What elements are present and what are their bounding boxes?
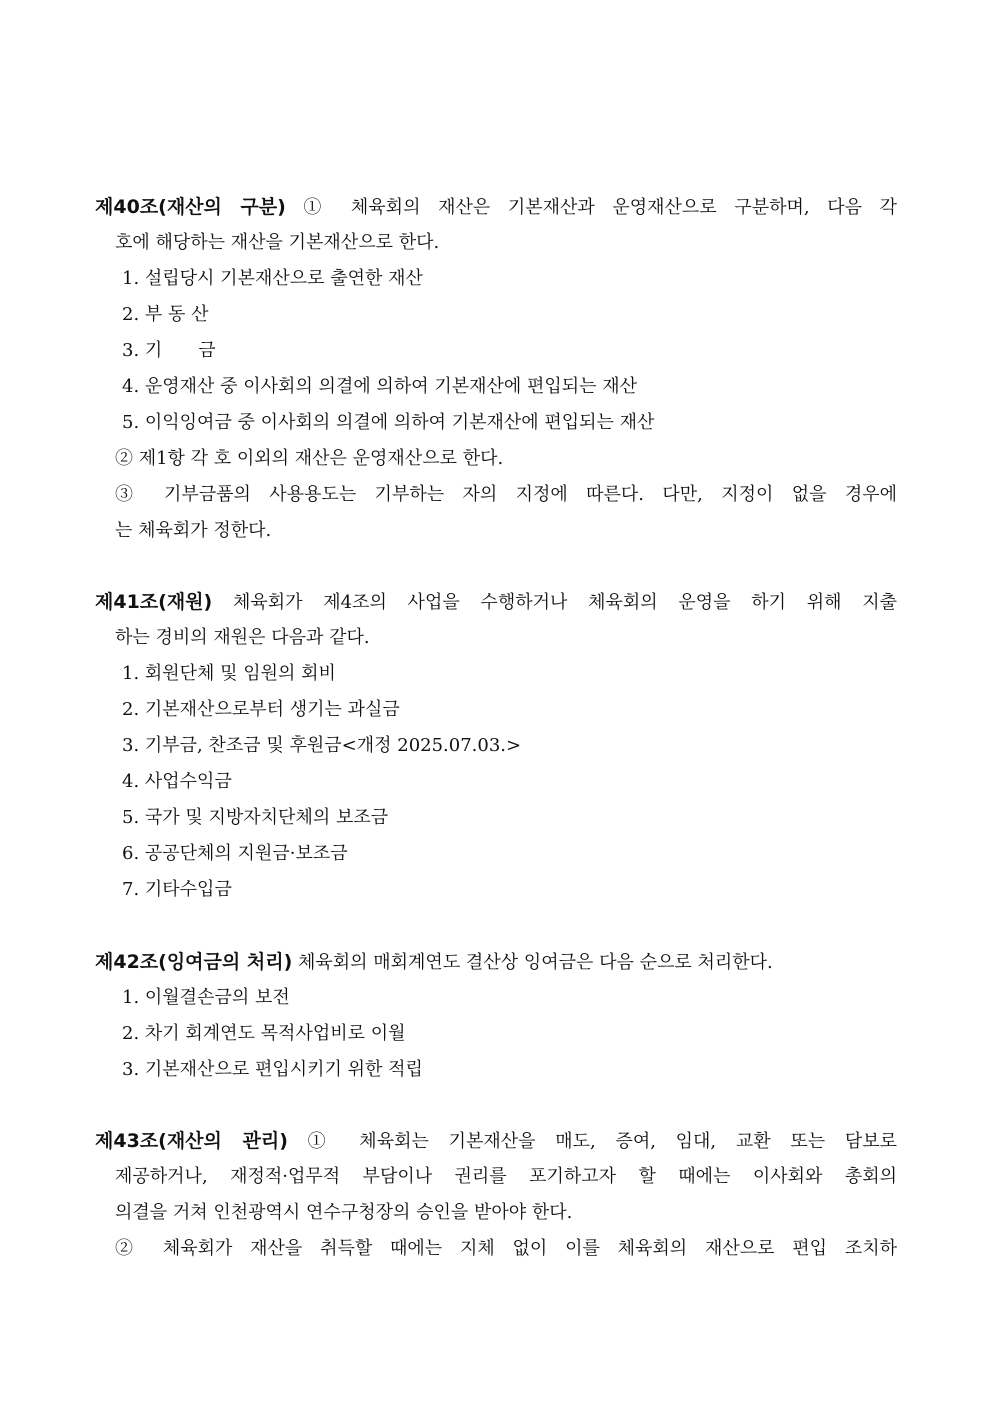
article-43 [95,1123,897,1267]
article-41 [95,584,897,908]
article-43-paragraph-2: ② 체육회가 재산을 취득할 때에는 지체 없이 이를 체육회의 재산으로 편입 조치하 [115,1238,897,1259]
article-41-text-1: 체육회가 제4조의 사업을 수행하거나 체육회의 운영을 하기 위해 지출 [232,592,897,613]
article-40-heading: 제40조(재산의 구분) [95,196,286,218]
article-40 [95,189,897,549]
article-43-heading: 제43조(재산의 관리) [95,1130,288,1152]
list-item: 3. 기부금, 찬조금 및 후원금<개정 2025.07.03.> [122,735,522,756]
article-42 [95,944,897,1088]
list-item: 4. 사업수익금 [122,771,232,792]
list-item: 3. 기본재산으로 편입시키기 위한 적립 [122,1059,423,1080]
list-item: 5. 이익잉여금 중 이사회의 의결에 의하여 기본재산에 편입되는 재산 [122,412,655,433]
article-43-text-2: 제공하거나, 재정적·업무적 부담이나 권리를 포기하고자 할 때에는 이사회와 총회의 [115,1166,897,1187]
list-item: 1. 이월결손금의 보전 [122,987,290,1008]
list-item: 3. 기 금 [122,340,216,361]
list-item: 2. 부 동 산 [122,304,209,325]
article-40-text-1: ① 체육회의 재산은 기본재산과 운영재산으로 구분하며, 다음 각 [303,197,897,218]
article-41-heading: 제41조(재원) [95,591,213,613]
list-item: 2. 기본재산으로부터 생기는 과실금 [122,699,400,720]
article-43-first-line [95,1123,897,1159]
article-40-first-line [95,189,897,225]
list-item: 2. 차기 회계연도 목적사업비로 이월 [122,1023,406,1044]
article-42-first-line [95,944,897,980]
list-item: 1. 회원단체 및 임원의 회비 [122,663,336,684]
article-40-text-2: 호에 해당하는 재산을 기본재산으로 한다. [115,232,440,253]
article-42-text-1: 체육회의 매회계연도 결산상 잉여금은 다음 순으로 처리한다. [298,952,773,973]
list-item: 5. 국가 및 지방자치단체의 보조금 [122,807,389,828]
article-43-text-1: ① 체육회는 기본재산을 매도, 증여, 임대, 교환 또는 담보로 [307,1131,897,1152]
article-41-text-2: 하는 경비의 재원은 다음과 같다. [115,627,370,648]
list-item: 7. 기타수입금 [122,879,232,900]
article-40-paragraph-3-cont: 는 체육회가 정한다. [115,520,272,541]
list-item: 1. 설립당시 기본재산으로 출연한 재산 [122,268,423,289]
list-item: 4. 운영재산 중 이사회의 의결에 의하여 기본재산에 편입되는 재산 [122,376,638,397]
article-40-paragraph-2: ② 제1항 각 호 이외의 재산은 운영재산으로 한다. [115,448,504,469]
article-42-heading: 제42조(잉여금의 처리) [95,951,293,973]
list-item: 6. 공공단체의 지원금·보조금 [122,843,348,864]
article-43-text-3: 의결을 거쳐 인천광역시 연수구청장의 승인을 받아야 한다. [115,1202,573,1223]
article-41-first-line [95,584,897,620]
article-40-paragraph-3: ③ 기부금품의 사용용도는 기부하는 자의 지정에 따른다. 다만, 지정이 없을 경우에 [115,484,897,505]
